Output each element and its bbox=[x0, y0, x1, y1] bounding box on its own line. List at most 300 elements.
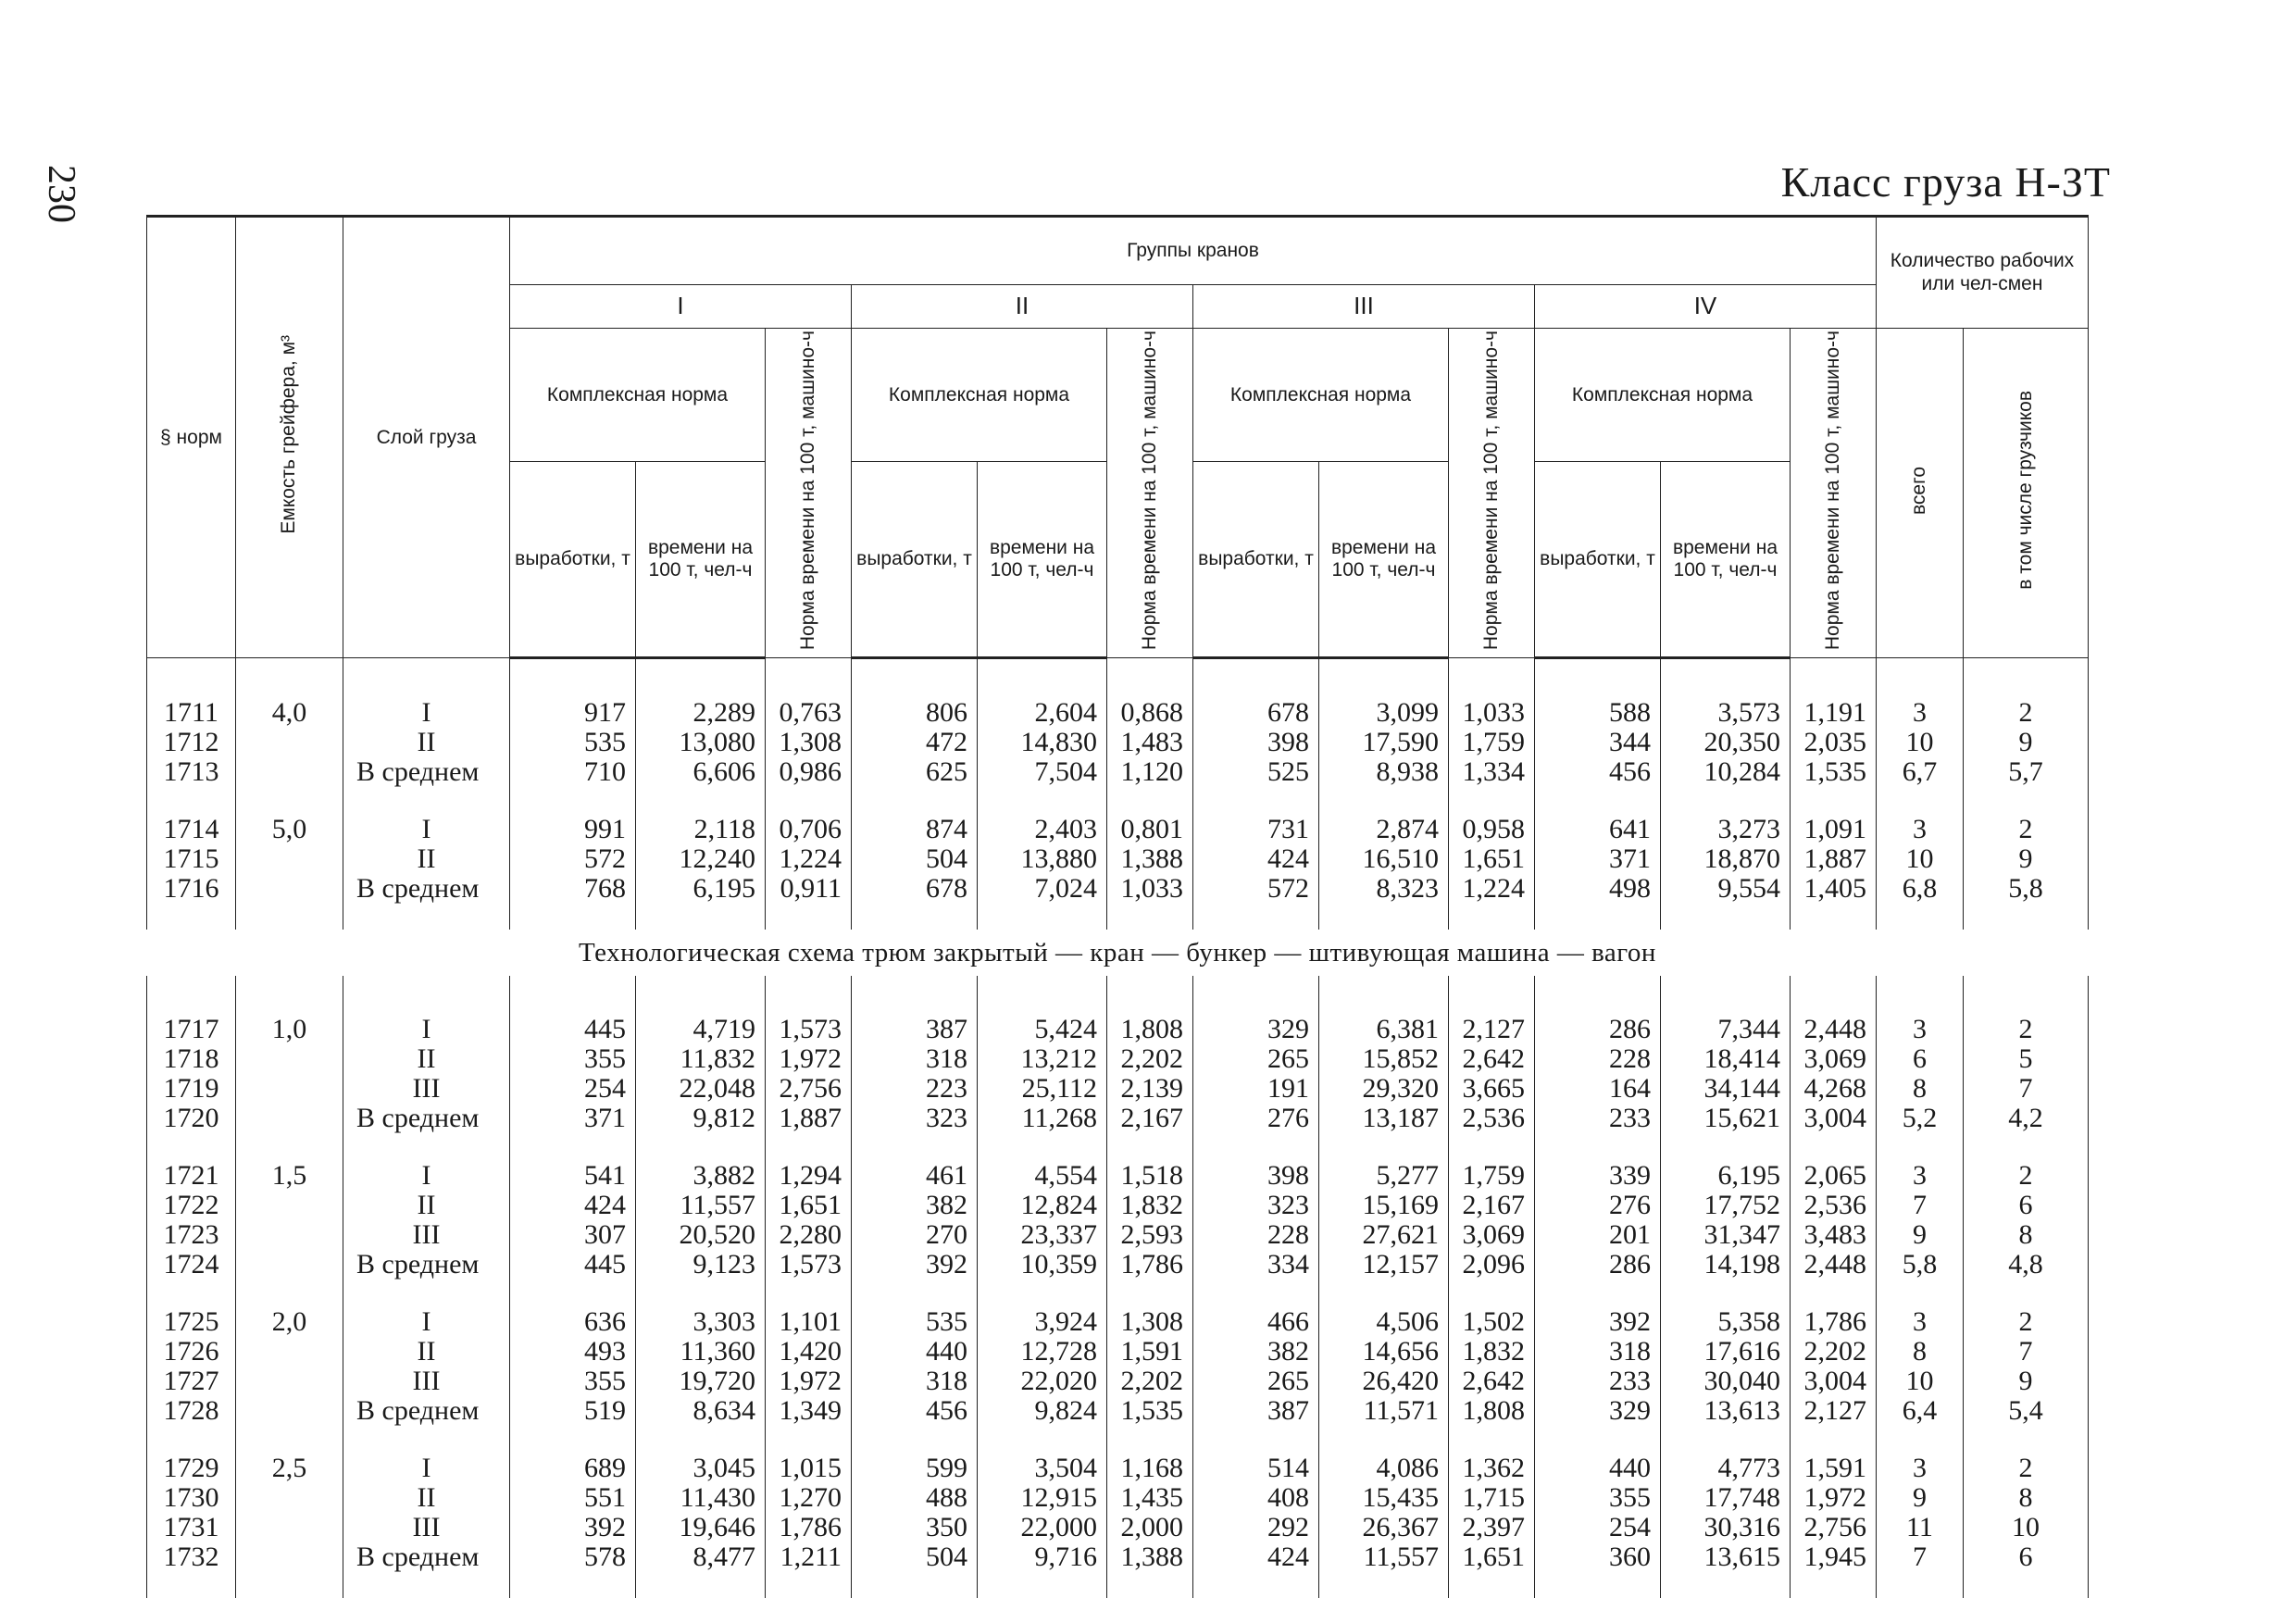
time-norm-group-4: 4,773 bbox=[1661, 1454, 1791, 1483]
output-group-1: 371 bbox=[510, 1104, 636, 1133]
machine-time-group-4: 2,756 bbox=[1791, 1513, 1877, 1542]
header-complex-norm-4: Комплексная норма bbox=[1535, 329, 1791, 462]
machine-time-group-4: 1,535 bbox=[1791, 757, 1877, 787]
time-norm-group-3: 8,938 bbox=[1319, 757, 1449, 787]
table-row bbox=[147, 757, 2089, 787]
time-norm-group-1: 8,477 bbox=[636, 1542, 766, 1572]
grab-capacity bbox=[236, 1483, 343, 1513]
output-group-1: 535 bbox=[510, 728, 636, 757]
time-norm-group-4: 10,284 bbox=[1661, 757, 1791, 787]
time-norm-group-3: 15,169 bbox=[1319, 1191, 1449, 1220]
scheme-row-group bbox=[147, 930, 2089, 976]
cargo-layer: II bbox=[343, 1337, 510, 1367]
cargo-layer: I bbox=[343, 698, 510, 728]
workers-total: 8 bbox=[1877, 1074, 1964, 1104]
cargo-layer: I bbox=[343, 815, 510, 844]
time-norm-group-3: 2,874 bbox=[1319, 815, 1449, 844]
output-group-4: 344 bbox=[1535, 728, 1661, 757]
time-norm-group-1: 8,634 bbox=[636, 1396, 766, 1426]
time-norm-group-4: 13,615 bbox=[1661, 1542, 1791, 1572]
workers-total: 11 bbox=[1877, 1513, 1964, 1542]
time-norm-group-1: 3,045 bbox=[636, 1454, 766, 1483]
workers-total: 10 bbox=[1877, 844, 1964, 874]
header-machine-time-3: Норма времени на 100 т, машино-ч bbox=[1449, 329, 1535, 658]
cargo-layer: III bbox=[343, 1220, 510, 1250]
time-norm-group-2: 12,915 bbox=[978, 1483, 1107, 1513]
workers-loaders: 7 bbox=[1964, 1337, 2089, 1367]
workers-loaders: 6 bbox=[1964, 1191, 2089, 1220]
machine-time-group-2: 1,308 bbox=[1107, 1307, 1193, 1337]
cargo-layer: В среднем bbox=[343, 874, 510, 904]
output-group-2: 678 bbox=[852, 874, 978, 904]
output-group-2: 599 bbox=[852, 1454, 978, 1483]
output-group-4: 233 bbox=[1535, 1367, 1661, 1396]
time-norm-group-2: 3,504 bbox=[978, 1454, 1107, 1483]
time-norm-group-2: 12,824 bbox=[978, 1191, 1107, 1220]
time-norm-group-1: 11,557 bbox=[636, 1191, 766, 1220]
machine-time-group-3: 1,334 bbox=[1449, 757, 1535, 787]
machine-time-group-3: 2,096 bbox=[1449, 1250, 1535, 1280]
time-norm-group-3: 6,381 bbox=[1319, 1015, 1449, 1044]
time-norm-group-4: 6,195 bbox=[1661, 1161, 1791, 1191]
grab-capacity bbox=[236, 1250, 343, 1280]
grab-capacity bbox=[236, 757, 343, 787]
table-row bbox=[147, 815, 2089, 844]
output-group-2: 456 bbox=[852, 1396, 978, 1426]
machine-time-group-2: 1,435 bbox=[1107, 1483, 1193, 1513]
output-group-4: 588 bbox=[1535, 698, 1661, 728]
workers-loaders: 10 bbox=[1964, 1513, 2089, 1542]
machine-time-group-4: 2,127 bbox=[1791, 1396, 1877, 1426]
output-group-1: 541 bbox=[510, 1161, 636, 1191]
time-norm-group-4: 5,358 bbox=[1661, 1307, 1791, 1337]
machine-time-group-1: 0,986 bbox=[766, 757, 852, 787]
output-group-4: 392 bbox=[1535, 1307, 1661, 1337]
norm-paragraph: 1720 bbox=[147, 1104, 236, 1133]
norm-paragraph: 1727 bbox=[147, 1367, 236, 1396]
time-norm-group-4: 34,144 bbox=[1661, 1074, 1791, 1104]
machine-time-group-3: 2,536 bbox=[1449, 1104, 1535, 1133]
output-group-1: 572 bbox=[510, 844, 636, 874]
time-norm-group-1: 12,240 bbox=[636, 844, 766, 874]
time-norm-group-3: 27,621 bbox=[1319, 1220, 1449, 1250]
header-group-2: II bbox=[852, 285, 1193, 329]
machine-time-group-4: 1,591 bbox=[1791, 1454, 1877, 1483]
output-group-2: 472 bbox=[852, 728, 978, 757]
norm-paragraph: 1717 bbox=[147, 1015, 236, 1044]
machine-time-group-3: 1,033 bbox=[1449, 698, 1535, 728]
output-group-2: 535 bbox=[852, 1307, 978, 1337]
machine-time-group-1: 1,224 bbox=[766, 844, 852, 874]
time-norm-group-1: 3,303 bbox=[636, 1307, 766, 1337]
output-group-4: 164 bbox=[1535, 1074, 1661, 1104]
time-norm-group-3: 17,590 bbox=[1319, 728, 1449, 757]
time-norm-group-3: 11,571 bbox=[1319, 1396, 1449, 1426]
machine-time-group-4: 1,191 bbox=[1791, 698, 1877, 728]
time-norm-group-1: 9,123 bbox=[636, 1250, 766, 1280]
norms-table bbox=[146, 215, 2089, 1598]
output-group-2: 387 bbox=[852, 1015, 978, 1044]
grab-capacity bbox=[236, 1044, 343, 1074]
time-norm-group-4: 13,613 bbox=[1661, 1396, 1791, 1426]
output-group-2: 392 bbox=[852, 1250, 978, 1280]
output-group-4: 254 bbox=[1535, 1513, 1661, 1542]
output-group-3: 382 bbox=[1193, 1337, 1319, 1367]
table-row bbox=[147, 1161, 2089, 1191]
output-group-1: 445 bbox=[510, 1015, 636, 1044]
time-norm-group-4: 30,040 bbox=[1661, 1367, 1791, 1396]
machine-time-group-4: 4,268 bbox=[1791, 1074, 1877, 1104]
machine-time-group-2: 0,868 bbox=[1107, 698, 1193, 728]
machine-time-group-2: 2,167 bbox=[1107, 1104, 1193, 1133]
header-output-2: выработки, т bbox=[852, 462, 978, 658]
machine-time-group-4: 1,405 bbox=[1791, 874, 1877, 904]
time-norm-group-2: 7,024 bbox=[978, 874, 1107, 904]
group-top-spacer bbox=[147, 976, 2089, 1015]
output-group-1: 689 bbox=[510, 1454, 636, 1483]
machine-time-group-1: 1,308 bbox=[766, 728, 852, 757]
machine-time-group-1: 1,651 bbox=[766, 1191, 852, 1220]
time-norm-group-2: 13,880 bbox=[978, 844, 1107, 874]
output-group-2: 625 bbox=[852, 757, 978, 787]
machine-time-group-4: 1,887 bbox=[1791, 844, 1877, 874]
time-norm-group-2: 11,268 bbox=[978, 1104, 1107, 1133]
machine-time-group-2: 1,388 bbox=[1107, 844, 1193, 874]
output-group-3: 424 bbox=[1193, 1542, 1319, 1572]
output-group-2: 350 bbox=[852, 1513, 978, 1542]
output-group-3: 678 bbox=[1193, 698, 1319, 728]
machine-time-group-3: 3,665 bbox=[1449, 1074, 1535, 1104]
grab-capacity bbox=[236, 1396, 343, 1426]
machine-time-group-4: 1,972 bbox=[1791, 1483, 1877, 1513]
output-group-3: 334 bbox=[1193, 1250, 1319, 1280]
norm-paragraph: 1724 bbox=[147, 1250, 236, 1280]
time-norm-group-2: 12,728 bbox=[978, 1337, 1107, 1367]
grab-capacity: 5,0 bbox=[236, 815, 343, 844]
table-row bbox=[147, 1307, 2089, 1337]
machine-time-group-3: 1,808 bbox=[1449, 1396, 1535, 1426]
output-group-3: 292 bbox=[1193, 1513, 1319, 1542]
output-group-1: 493 bbox=[510, 1337, 636, 1367]
machine-time-group-1: 1,972 bbox=[766, 1044, 852, 1074]
norm-paragraph: 1714 bbox=[147, 815, 236, 844]
time-norm-group-4: 7,344 bbox=[1661, 1015, 1791, 1044]
output-group-2: 440 bbox=[852, 1337, 978, 1367]
time-norm-group-2: 25,112 bbox=[978, 1074, 1107, 1104]
machine-time-group-2: 1,033 bbox=[1107, 874, 1193, 904]
header-cargo-layer: Слой груза bbox=[343, 217, 510, 658]
cargo-layer: В среднем bbox=[343, 1542, 510, 1572]
machine-time-group-2: 1,808 bbox=[1107, 1015, 1193, 1044]
time-norm-group-1: 22,048 bbox=[636, 1074, 766, 1104]
machine-time-group-2: 2,139 bbox=[1107, 1074, 1193, 1104]
machine-time-group-4: 3,004 bbox=[1791, 1104, 1877, 1133]
workers-loaders: 5,8 bbox=[1964, 874, 2089, 904]
time-norm-group-1: 9,812 bbox=[636, 1104, 766, 1133]
grab-capacity bbox=[236, 1191, 343, 1220]
output-group-4: 498 bbox=[1535, 874, 1661, 904]
table-body-before-scheme bbox=[147, 658, 2089, 930]
machine-time-group-3: 1,651 bbox=[1449, 1542, 1535, 1572]
machine-time-group-3: 1,502 bbox=[1449, 1307, 1535, 1337]
cargo-layer: В среднем bbox=[343, 1104, 510, 1133]
workers-total: 8 bbox=[1877, 1337, 1964, 1367]
table-header bbox=[147, 217, 2089, 658]
grab-capacity bbox=[236, 1367, 343, 1396]
norm-paragraph: 1721 bbox=[147, 1161, 236, 1191]
machine-time-group-2: 2,000 bbox=[1107, 1513, 1193, 1542]
machine-time-group-1: 1,211 bbox=[766, 1542, 852, 1572]
output-group-4: 355 bbox=[1535, 1483, 1661, 1513]
time-norm-group-2: 14,830 bbox=[978, 728, 1107, 757]
time-norm-group-3: 12,157 bbox=[1319, 1250, 1449, 1280]
machine-time-group-2: 1,518 bbox=[1107, 1161, 1193, 1191]
machine-time-group-4: 1,091 bbox=[1791, 815, 1877, 844]
group-gap bbox=[147, 1426, 2089, 1454]
machine-time-group-1: 1,786 bbox=[766, 1513, 852, 1542]
norm-paragraph: 1729 bbox=[147, 1454, 236, 1483]
norm-paragraph: 1715 bbox=[147, 844, 236, 874]
machine-time-group-3: 2,127 bbox=[1449, 1015, 1535, 1044]
norm-paragraph: 1731 bbox=[147, 1513, 236, 1542]
header-complex-norm-2: Комплексная норма bbox=[852, 329, 1107, 462]
time-norm-group-3: 26,367 bbox=[1319, 1513, 1449, 1542]
machine-time-group-1: 2,280 bbox=[766, 1220, 852, 1250]
time-norm-group-2: 3,924 bbox=[978, 1307, 1107, 1337]
norm-paragraph: 1718 bbox=[147, 1044, 236, 1074]
time-norm-group-3: 4,506 bbox=[1319, 1307, 1449, 1337]
workers-loaders: 9 bbox=[1964, 1367, 2089, 1396]
cargo-layer: III bbox=[343, 1367, 510, 1396]
time-norm-group-4: 31,347 bbox=[1661, 1220, 1791, 1250]
header-group-3: III bbox=[1193, 285, 1535, 329]
machine-time-group-4: 2,202 bbox=[1791, 1337, 1877, 1367]
table-row bbox=[147, 698, 2089, 728]
workers-total: 6,8 bbox=[1877, 874, 1964, 904]
time-norm-group-3: 14,656 bbox=[1319, 1337, 1449, 1367]
output-group-3: 731 bbox=[1193, 815, 1319, 844]
header-machine-time-4: Норма времени на 100 т, машино-ч bbox=[1791, 329, 1877, 658]
header-paragraph: § норм bbox=[147, 217, 236, 658]
machine-time-group-3: 3,069 bbox=[1449, 1220, 1535, 1250]
time-norm-group-3: 11,557 bbox=[1319, 1542, 1449, 1572]
machine-time-group-3: 2,642 bbox=[1449, 1044, 1535, 1074]
grab-capacity bbox=[236, 844, 343, 874]
header-machine-time-2: Норма времени на 100 т, машино-ч bbox=[1107, 329, 1193, 658]
output-group-4: 329 bbox=[1535, 1396, 1661, 1426]
header-total: всего bbox=[1877, 329, 1964, 658]
machine-time-group-3: 1,715 bbox=[1449, 1483, 1535, 1513]
table-row bbox=[147, 1191, 2089, 1220]
grab-capacity: 2,0 bbox=[236, 1307, 343, 1337]
machine-time-group-2: 2,202 bbox=[1107, 1367, 1193, 1396]
time-norm-group-4: 14,198 bbox=[1661, 1250, 1791, 1280]
machine-time-group-1: 1,887 bbox=[766, 1104, 852, 1133]
table-row bbox=[147, 1513, 2089, 1542]
norm-paragraph: 1722 bbox=[147, 1191, 236, 1220]
output-group-1: 710 bbox=[510, 757, 636, 787]
output-group-4: 201 bbox=[1535, 1220, 1661, 1250]
time-norm-group-3: 29,320 bbox=[1319, 1074, 1449, 1104]
time-norm-group-1: 11,430 bbox=[636, 1483, 766, 1513]
norm-paragraph: 1725 bbox=[147, 1307, 236, 1337]
time-norm-group-4: 9,554 bbox=[1661, 874, 1791, 904]
time-norm-group-2: 9,716 bbox=[978, 1542, 1107, 1572]
time-norm-group-3: 8,323 bbox=[1319, 874, 1449, 904]
output-group-3: 228 bbox=[1193, 1220, 1319, 1250]
table-row bbox=[147, 874, 2089, 904]
time-norm-group-2: 22,000 bbox=[978, 1513, 1107, 1542]
machine-time-group-1: 1,573 bbox=[766, 1015, 852, 1044]
output-group-4: 456 bbox=[1535, 757, 1661, 787]
table-row bbox=[147, 1337, 2089, 1367]
time-norm-group-3: 5,277 bbox=[1319, 1161, 1449, 1191]
output-group-2: 461 bbox=[852, 1161, 978, 1191]
norm-paragraph: 1711 bbox=[147, 698, 236, 728]
output-group-2: 382 bbox=[852, 1191, 978, 1220]
output-group-3: 408 bbox=[1193, 1483, 1319, 1513]
time-norm-group-4: 20,350 bbox=[1661, 728, 1791, 757]
time-norm-group-3: 15,435 bbox=[1319, 1483, 1449, 1513]
machine-time-group-1: 1,349 bbox=[766, 1396, 852, 1426]
output-group-2: 504 bbox=[852, 1542, 978, 1572]
output-group-3: 265 bbox=[1193, 1044, 1319, 1074]
machine-time-group-3: 0,958 bbox=[1449, 815, 1535, 844]
output-group-4: 360 bbox=[1535, 1542, 1661, 1572]
workers-total: 5,8 bbox=[1877, 1250, 1964, 1280]
machine-time-group-1: 0,763 bbox=[766, 698, 852, 728]
workers-loaders: 9 bbox=[1964, 844, 2089, 874]
cargo-layer: II bbox=[343, 1483, 510, 1513]
output-group-1: 254 bbox=[510, 1074, 636, 1104]
workers-loaders: 5,4 bbox=[1964, 1396, 2089, 1426]
output-group-2: 323 bbox=[852, 1104, 978, 1133]
machine-time-group-2: 1,832 bbox=[1107, 1191, 1193, 1220]
time-norm-group-4: 17,748 bbox=[1661, 1483, 1791, 1513]
machine-time-group-1: 1,294 bbox=[766, 1161, 852, 1191]
cargo-layer: III bbox=[343, 1074, 510, 1104]
workers-total: 3 bbox=[1877, 698, 1964, 728]
time-norm-group-4: 18,414 bbox=[1661, 1044, 1791, 1074]
time-norm-group-3: 3,099 bbox=[1319, 698, 1449, 728]
machine-time-group-4: 2,448 bbox=[1791, 1015, 1877, 1044]
machine-time-group-1: 1,573 bbox=[766, 1250, 852, 1280]
header-time-1: времени на 100 т, чел-ч bbox=[636, 462, 766, 658]
machine-time-group-1: 0,911 bbox=[766, 874, 852, 904]
table-row bbox=[147, 844, 2089, 874]
norms-table-container bbox=[146, 215, 2089, 1598]
time-norm-group-2: 13,212 bbox=[978, 1044, 1107, 1074]
grab-capacity: 1,5 bbox=[236, 1161, 343, 1191]
machine-time-group-4: 3,069 bbox=[1791, 1044, 1877, 1074]
machine-time-group-2: 1,591 bbox=[1107, 1337, 1193, 1367]
norm-paragraph: 1719 bbox=[147, 1074, 236, 1104]
workers-loaders: 4,2 bbox=[1964, 1104, 2089, 1133]
header-machine-time-1: Норма времени на 100 т, машино-ч bbox=[766, 329, 852, 658]
time-norm-group-2: 9,824 bbox=[978, 1396, 1107, 1426]
output-group-3: 191 bbox=[1193, 1074, 1319, 1104]
grab-capacity bbox=[236, 1513, 343, 1542]
workers-loaders: 5 bbox=[1964, 1044, 2089, 1074]
output-group-3: 398 bbox=[1193, 728, 1319, 757]
grab-capacity bbox=[236, 1220, 343, 1250]
group-gap bbox=[147, 787, 2089, 815]
output-group-1: 445 bbox=[510, 1250, 636, 1280]
norm-paragraph: 1713 bbox=[147, 757, 236, 787]
machine-time-group-4: 2,035 bbox=[1791, 728, 1877, 757]
output-group-1: 551 bbox=[510, 1483, 636, 1513]
workers-loaders: 7 bbox=[1964, 1074, 2089, 1104]
output-group-4: 276 bbox=[1535, 1191, 1661, 1220]
output-group-4: 233 bbox=[1535, 1104, 1661, 1133]
workers-total: 10 bbox=[1877, 728, 1964, 757]
time-norm-group-1: 6,195 bbox=[636, 874, 766, 904]
group-gap bbox=[147, 1280, 2089, 1307]
time-norm-group-3: 16,510 bbox=[1319, 844, 1449, 874]
output-group-2: 318 bbox=[852, 1044, 978, 1074]
workers-total: 3 bbox=[1877, 1307, 1964, 1337]
machine-time-group-2: 0,801 bbox=[1107, 815, 1193, 844]
machine-time-group-1: 1,101 bbox=[766, 1307, 852, 1337]
machine-time-group-3: 2,642 bbox=[1449, 1367, 1535, 1396]
machine-time-group-2: 1,388 bbox=[1107, 1542, 1193, 1572]
time-norm-group-3: 4,086 bbox=[1319, 1454, 1449, 1483]
norm-paragraph: 1723 bbox=[147, 1220, 236, 1250]
machine-time-group-2: 2,202 bbox=[1107, 1044, 1193, 1074]
workers-total: 10 bbox=[1877, 1367, 1964, 1396]
machine-time-group-3: 1,362 bbox=[1449, 1454, 1535, 1483]
output-group-1: 917 bbox=[510, 698, 636, 728]
output-group-4: 286 bbox=[1535, 1015, 1661, 1044]
cargo-layer: В среднем bbox=[343, 1250, 510, 1280]
machine-time-group-2: 1,483 bbox=[1107, 728, 1193, 757]
time-norm-group-2: 10,359 bbox=[978, 1250, 1107, 1280]
time-norm-group-2: 22,020 bbox=[978, 1367, 1107, 1396]
header-output-1: выработки, т bbox=[510, 462, 636, 658]
table-row bbox=[147, 728, 2089, 757]
output-group-2: 318 bbox=[852, 1367, 978, 1396]
output-group-3: 424 bbox=[1193, 844, 1319, 874]
workers-loaders: 4,8 bbox=[1964, 1250, 2089, 1280]
machine-time-group-3: 1,651 bbox=[1449, 844, 1535, 874]
machine-time-group-4: 2,536 bbox=[1791, 1191, 1877, 1220]
machine-time-group-3: 2,167 bbox=[1449, 1191, 1535, 1220]
machine-time-group-3: 1,759 bbox=[1449, 728, 1535, 757]
cargo-layer: II bbox=[343, 1044, 510, 1074]
time-norm-group-2: 5,424 bbox=[978, 1015, 1107, 1044]
time-norm-group-2: 2,403 bbox=[978, 815, 1107, 844]
cargo-layer: I bbox=[343, 1015, 510, 1044]
workers-loaders: 2 bbox=[1964, 1307, 2089, 1337]
cargo-layer: III bbox=[343, 1513, 510, 1542]
output-group-4: 286 bbox=[1535, 1250, 1661, 1280]
group-top-spacer bbox=[147, 658, 2089, 699]
table-body-after-scheme bbox=[147, 976, 2089, 1598]
machine-time-group-1: 1,270 bbox=[766, 1483, 852, 1513]
time-norm-group-3: 26,420 bbox=[1319, 1367, 1449, 1396]
norm-paragraph: 1732 bbox=[147, 1542, 236, 1572]
output-group-1: 392 bbox=[510, 1513, 636, 1542]
time-norm-group-4: 3,273 bbox=[1661, 815, 1791, 844]
grab-capacity bbox=[236, 1074, 343, 1104]
output-group-3: 265 bbox=[1193, 1367, 1319, 1396]
output-group-2: 874 bbox=[852, 815, 978, 844]
workers-total: 6 bbox=[1877, 1044, 1964, 1074]
time-norm-group-4: 17,752 bbox=[1661, 1191, 1791, 1220]
header-group-1: I bbox=[510, 285, 852, 329]
output-group-3: 525 bbox=[1193, 757, 1319, 787]
workers-total: 7 bbox=[1877, 1191, 1964, 1220]
